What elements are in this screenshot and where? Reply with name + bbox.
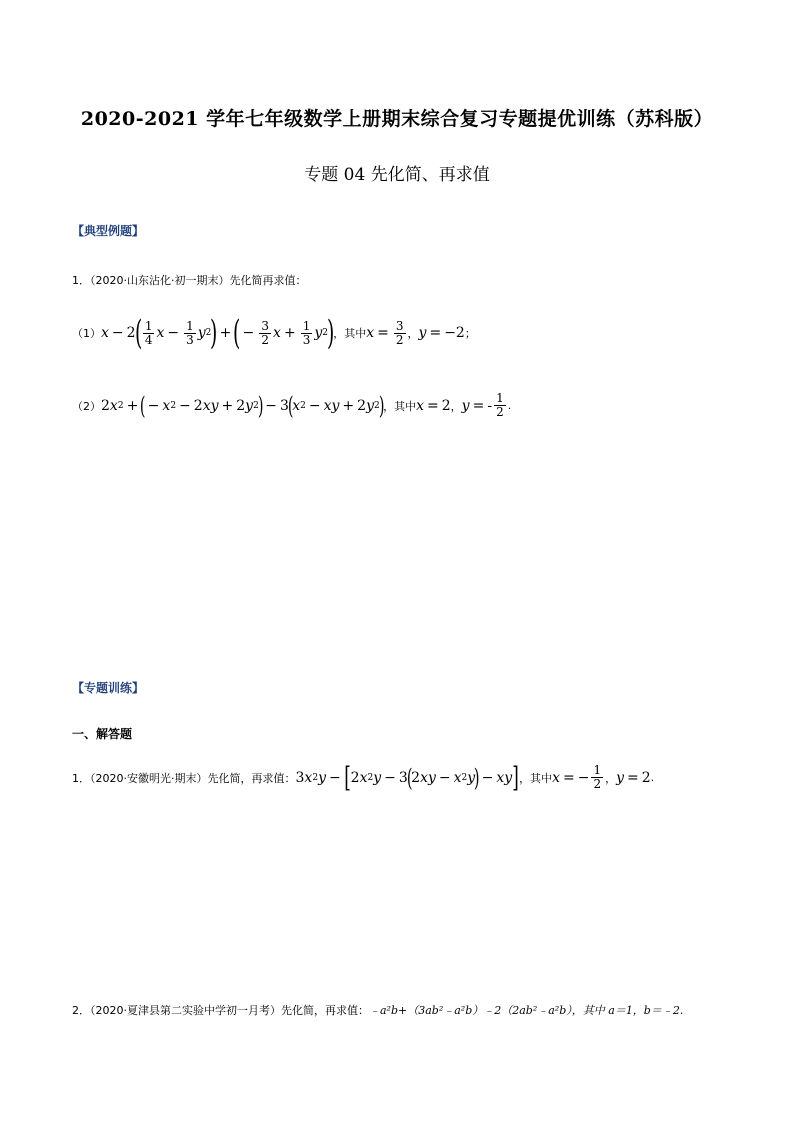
part-1-tail: ； [464,327,476,340]
document-title: 2020-2021 学年七年级数学上册期末综合复习专题提优训练（苏科版） [80,108,714,130]
document-subtitle: 专题 04 先化简、再求值 [304,165,490,185]
training-1 [72,760,655,794]
training-2 [72,1002,683,1018]
training-2-expression: ﹣a²b+（3ab²﹣a²b）﹣2（2ab²﹣a²b），其中 a＝1，b＝﹣2. [369,1004,684,1017]
example-1-source: 1．（2020·山东沾化·初一期末）先化简再求值： [72,274,307,287]
part-1-condition-prefix: ，其中 [333,327,367,340]
training-1-values: x = − $\frac{1}{2}$ ， y = 2 [552,763,651,791]
training-heading: 【专题训练】 [72,681,145,695]
answer-heading: 一、解答题 [72,727,133,741]
training-1-expression: 3 x 2 y − [ 2 x 2 y − 3 ( 2 xy − x 2 y ) − xy ] [295,760,519,794]
examples-heading: 【典型例题】 [72,224,145,238]
training-2-source: 2．（2020·夏津县第二实验中学初一月考）先化简，再求值： [72,1004,369,1017]
example-1-part-2 [72,392,511,419]
part-2-expression: 2 x 2 + ( − x 2 − 2 xy + 2 y 2 ) − 3 ( x 2 − xy + 2 y 2 ) [101,391,385,420]
part-2-values: x = 2 ， y = - $\frac{1}{2}$ [416,391,504,419]
training-1-condition-prefix: ，其中 [519,771,553,785]
part-1-values: x = $\frac{3}{2}$ ， y = −2 [366,318,465,347]
example-1-part-1 [72,313,476,353]
part-1-label: （1） [72,327,101,340]
part-2-condition-prefix: ，其中 [383,399,417,413]
part-2-tail: . [507,399,512,412]
part-1-expression: x − 2 ( $\frac{1}{4}$ x − $\frac{1}{3}$ y 2 ) + ( − $\frac{3}{2}$ x + $\frac{1}{3}$ y 2 ) [101,313,335,353]
training-1-source: 1．（2020·安徽明光·期末）先化简，再求值： [72,771,296,785]
part-2-label: （2） [72,399,101,413]
training-1-tail: . [650,771,655,784]
